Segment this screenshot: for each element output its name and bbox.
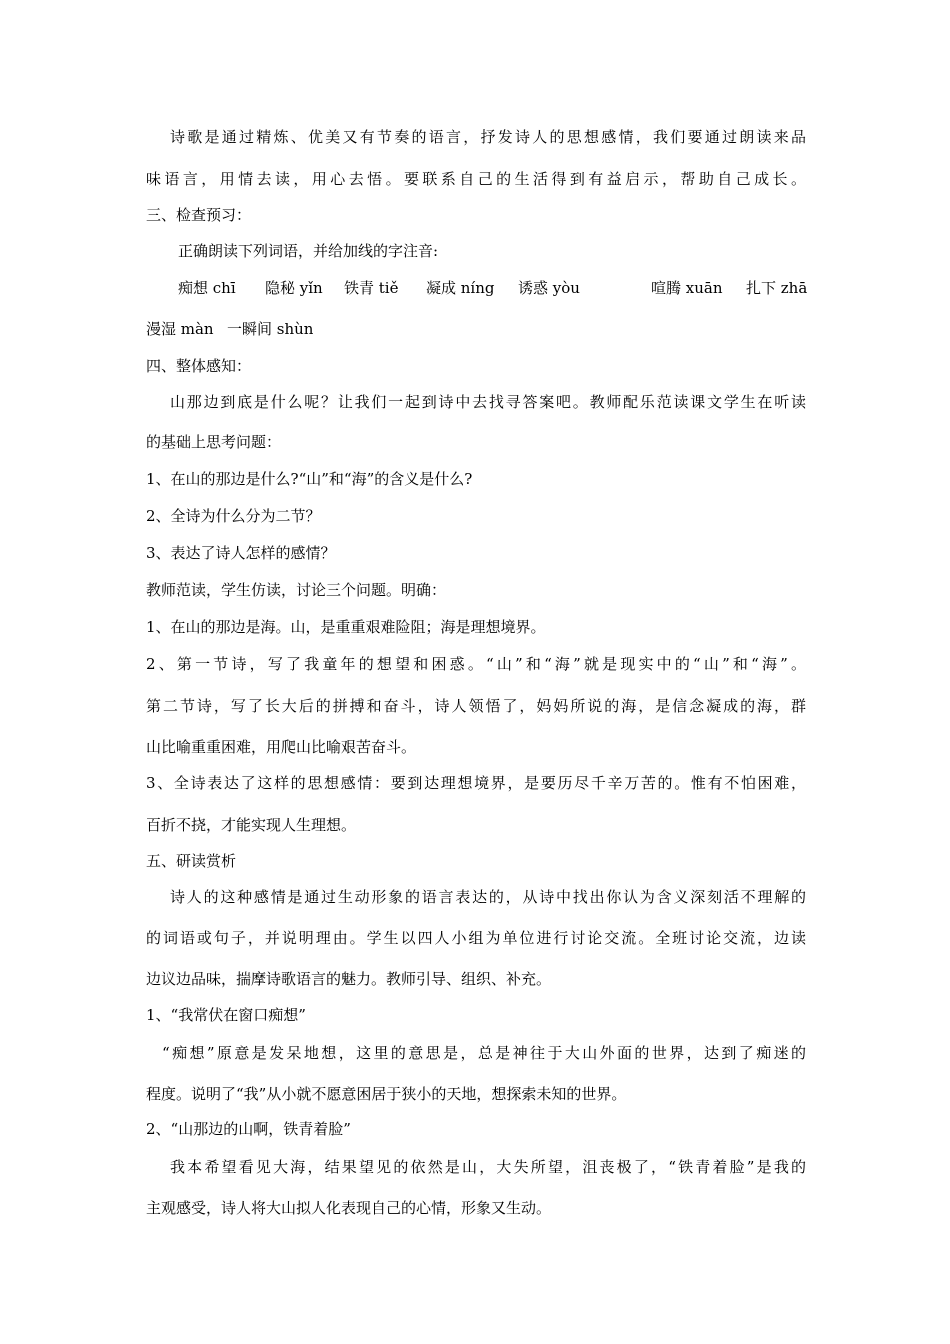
paragraph-line: 程度。说明了“我”从小就不愿意困居于狭小的天地，想探索未知的世界。 (146, 1085, 627, 1103)
question-item: 2、全诗为什么分为二节？ (146, 507, 321, 525)
paragraph-line: 边议边品味，揣摩诗歌语言的魅力。教师引导、组织、补充。 (146, 970, 552, 988)
paragraph-line: 山比喻重重困难，用爬山比喻艰苦奋斗。 (146, 738, 417, 756)
vocab-word: 隐秘 yǐn (265, 279, 323, 297)
question-item: 1、在山的那边是什么?“山”和“海”的含义是什么? (146, 470, 473, 488)
paragraph-line: 第二节诗，写了长大后的拼搏和奋斗，诗人领悟了，妈妈所说的海，是信念凝成的海，群 (146, 697, 806, 715)
paragraph-line: 百折不挠，才能实现人生理想。 (146, 816, 357, 834)
answer-item: 3、全诗表达了这样的思想感情：要到达理想境界，是要历尽千辛万苦的。惟有不怕困难， (146, 774, 806, 792)
paragraph-line: 诗人的这种感情是通过生动形象的语言表达的，从诗中找出你认为含义深刻活不理解的 (170, 888, 806, 906)
section-heading: 四、整体感知： (146, 357, 252, 375)
paragraph-line: 教师范读，学生仿读，讨论三个问题。明确： (146, 581, 447, 599)
paragraph-line: 主观感受，诗人将大山拟人化表现自己的心情，形象又生动。 (146, 1199, 552, 1217)
answer-item: 1、在山的那边是海。山，是重重艰难险阻；海是理想境界。 (146, 618, 546, 636)
vocab-word: 一瞬间 shùn (227, 320, 314, 338)
section-heading: 三、检查预习： (146, 206, 252, 224)
vocab-word: 喧腾 xuān (651, 279, 723, 297)
paragraph-line: 我本希望看见大海，结果望见的依然是山，大失所望，沮丧极了，“铁青着脸”是我的 (170, 1158, 806, 1176)
paragraph-line: 的词语或句子，并说明理由。学生以四人小组为单位进行讨论交流。全班讨论交流，边读 (146, 929, 806, 947)
vocab-word: 漫湿 màn (146, 320, 214, 338)
vocab-word: 痴想 chī (178, 279, 236, 297)
paragraph-line: 山那边到底是什么呢？让我们一起到诗中去找寻答案吧。教师配乐范读课文学生在听读 (170, 393, 806, 411)
question-item: 3、表达了诗人怎样的感情？ (146, 544, 336, 562)
subsection-title: 2、“山那边的山啊，铁青着脸” (146, 1120, 351, 1138)
vocab-word: 扎下 zhā (746, 279, 808, 297)
paragraph-line: 诗歌是通过精炼、优美又有节奏的语言，抒发诗人的思想感情，我们要通过朗读来品 (170, 128, 806, 146)
instruction-text: 正确朗读下列词语，并给加线的字注音: (178, 242, 439, 260)
vocab-word: 凝成 níng (426, 279, 495, 297)
section-heading: 五、研读赏析 (146, 852, 237, 870)
paragraph-line: 味语言，用情去读，用心去悟。要联系自己的生活得到有益启示，帮助自己成长。 (146, 170, 806, 188)
paragraph-line: 的基础上思考问题： (146, 433, 282, 451)
vocab-word: 诱惑 yòu (518, 279, 580, 297)
vocab-word: 铁青 tiě (344, 279, 399, 297)
paragraph-line: “痴想”原意是发呆地想，这里的意思是，总是神往于大山外面的世界，达到了痴迷的 (162, 1044, 806, 1062)
subsection-title: 1、“我常伏在窗口痴想” (146, 1006, 306, 1024)
answer-item: 2、第一节诗，写了我童年的想望和困惑。“山”和“海”就是现实中的“山”和“海”。 (146, 655, 806, 673)
